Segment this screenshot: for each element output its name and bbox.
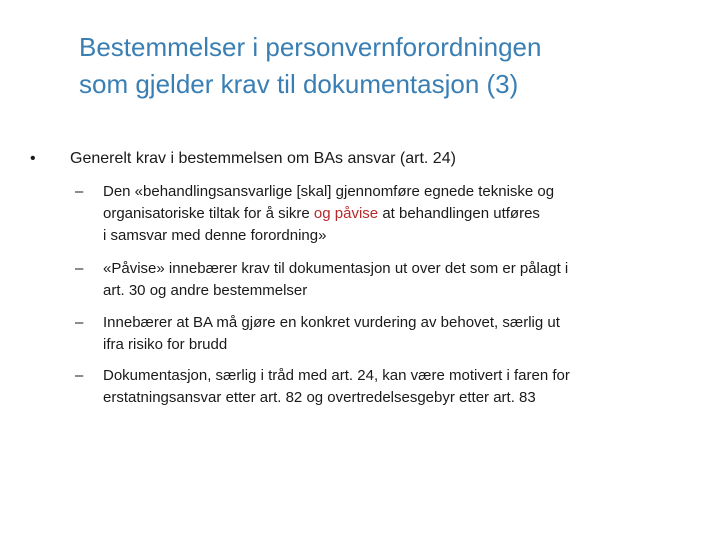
- dash-icon: –: [75, 183, 84, 200]
- sub-item-3-row-1: Innebærer at BA må gjøre en konkret vurdering av behovet, særlig ut: [103, 314, 560, 331]
- sub-item-4-text: [103, 365, 673, 409]
- sub-item-1-highlight: og påvise: [313, 205, 383, 222]
- dash-icon: –: [75, 314, 84, 331]
- sub-item-1-row-2: [103, 203, 673, 225]
- sub-item-2-row-2: art. 30 og andre bestemmelser: [103, 282, 308, 299]
- dash-icon: –: [75, 367, 84, 384]
- sub-item-1-row-2-pre: organisatoriske tiltak for å sikre: [103, 205, 314, 222]
- bullet-icon: •: [30, 150, 36, 167]
- slide-title: [79, 29, 679, 103]
- slide-title-line-2: som gjelder krav til dokumentasjon (3): [79, 69, 519, 99]
- sub-item-1-text: [103, 181, 673, 247]
- sub-item-1-row-2-post: at behandlingen utføres: [382, 205, 540, 222]
- sub-item-4-row-1: Dokumentasjon, særlig i tråd med art. 24, kan være motivert i faren for: [103, 367, 570, 384]
- sub-item-3-row-2: ifra risiko for brudd: [103, 336, 228, 353]
- sub-item-1-row-3: i samsvar med denne forordning»: [103, 227, 327, 244]
- sub-item-1-row-1: Den «behandlingsansvarlige [skal] gjennomføre egnede tekniske og: [103, 183, 555, 200]
- slide-title-line-1: Bestemmelser i personvernforordningen: [79, 32, 542, 62]
- bullet-text: Generelt krav i bestemmelsen om BAs ansvar (art. 24): [70, 150, 456, 167]
- sub-item-3-text: [103, 312, 673, 356]
- sub-item-4-row-2: erstatningsansvar etter art. 82 og overtredelsesgebyr etter art. 83: [103, 389, 536, 406]
- dash-icon: –: [75, 260, 84, 277]
- sub-item-2-text: [103, 258, 673, 302]
- sub-item-2-row-1: «Påvise» innebærer krav til dokumentasjon ut over det som er pålagt i: [103, 260, 569, 277]
